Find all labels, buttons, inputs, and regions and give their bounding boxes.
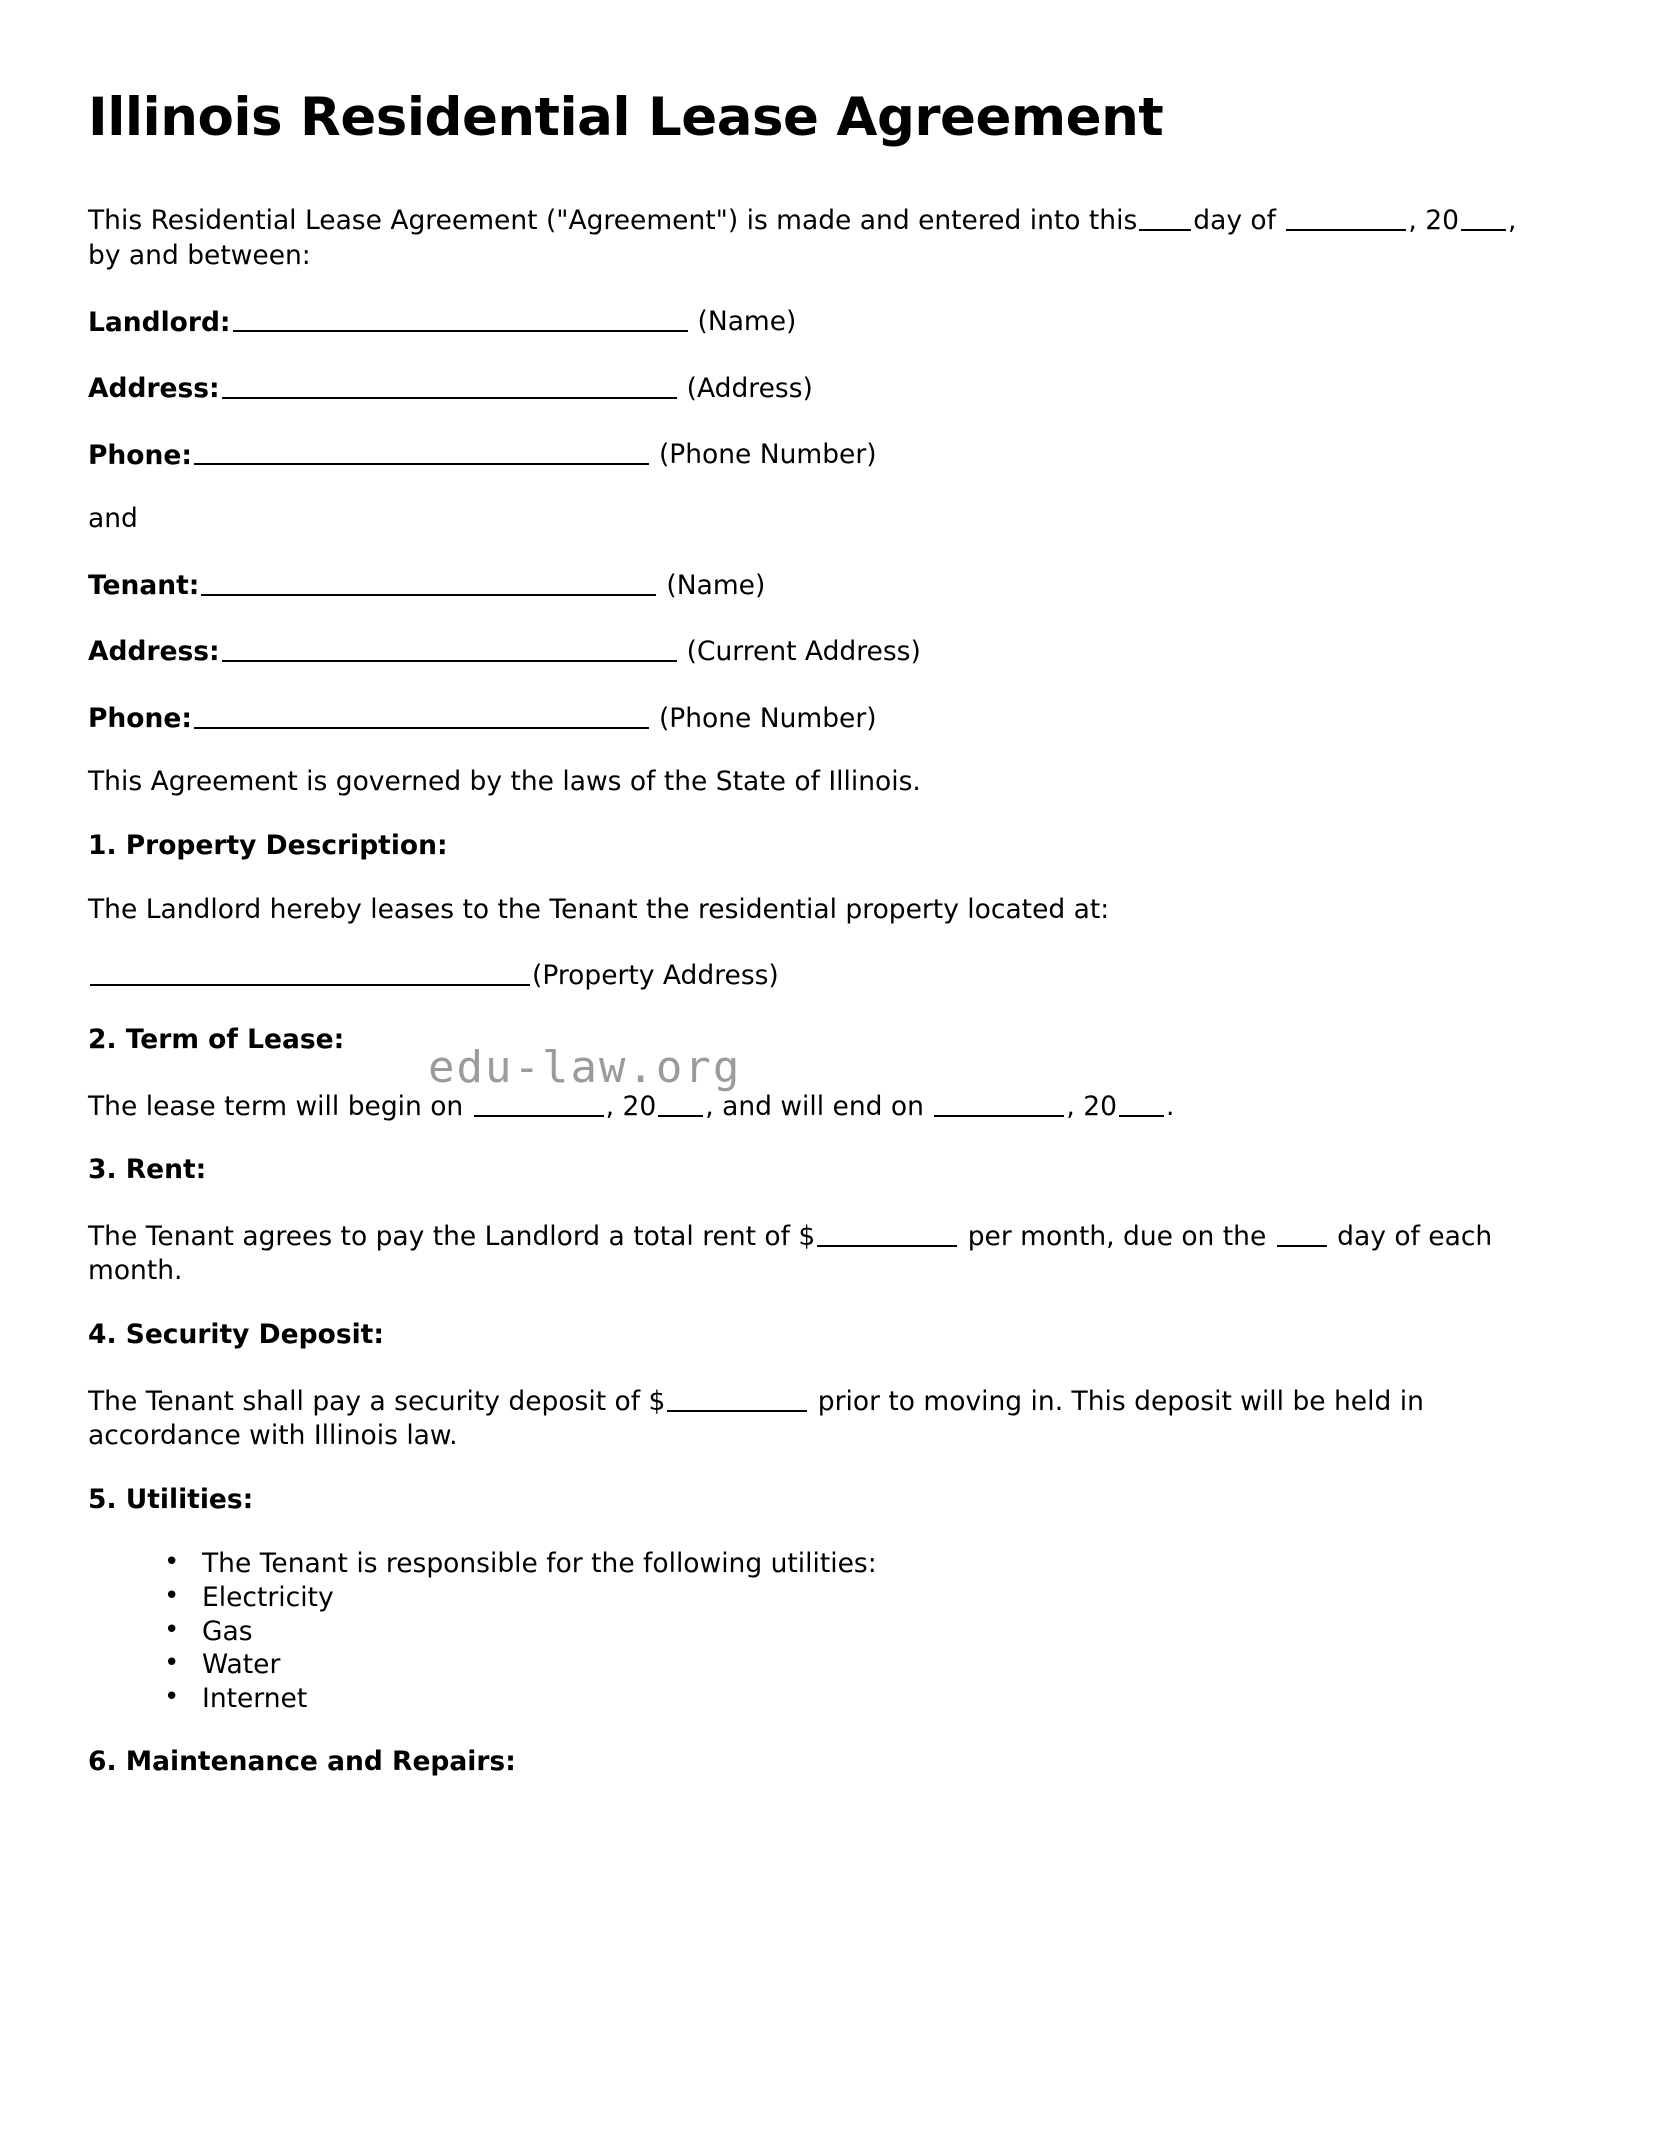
security-deposit-amount-blank (667, 1382, 807, 1412)
term-text-part1: The lease term will begin on (88, 1090, 464, 1122)
landlord-phone-label: Phone: (88, 439, 192, 471)
tenant-name-label: Tenant: (88, 569, 200, 601)
rent-text-part2: per month, due on the (967, 1220, 1267, 1252)
rent-text-part3: day of each month. (88, 1220, 1493, 1287)
landlord-name-line (88, 303, 1552, 341)
intro-month-blank (1286, 201, 1406, 231)
tenant-name-blank (201, 566, 656, 596)
section-heading-rent: 3. Rent: (88, 1154, 207, 1186)
section-heading-term-of-lease: 2. Term of Lease: (88, 1024, 345, 1055)
tenant-address-label: Address: (88, 636, 220, 668)
tenant-phone-blank (194, 699, 649, 729)
tenant-phone-label: Phone: (88, 702, 192, 734)
landlord-name-label: Landlord: (88, 306, 231, 338)
term-text-part4: , 20 (1066, 1090, 1117, 1122)
landlord-name-hint: (Name) (697, 306, 797, 338)
deposit-text-part2: prior to moving in. This deposit will be held in accordance with Illinois law. (88, 1385, 1424, 1452)
site-watermark: edu-law.org (428, 1042, 742, 1093)
list-item: • Gas (164, 1615, 1552, 1649)
rent-body (88, 1217, 1540, 1289)
intro-year-blank (1461, 201, 1506, 231)
page-title: Illinois Residential Lease Agreement (88, 87, 1164, 148)
list-item: • Internet (164, 1682, 1552, 1716)
list-item: • Water (164, 1648, 1552, 1682)
intro-day-blank (1139, 201, 1191, 231)
tenant-address-line (88, 632, 1552, 670)
property-address-line (88, 956, 1552, 994)
term-text-part3: , and will end on (705, 1090, 924, 1122)
rent-amount-blank (817, 1217, 957, 1247)
property-address-blank (90, 956, 530, 986)
landlord-address-blank (222, 369, 677, 399)
intro-text-part2: day of (1193, 205, 1276, 237)
landlord-address-line (88, 369, 1552, 407)
rent-due-day-blank (1277, 1217, 1327, 1247)
landlord-phone-blank (194, 436, 649, 466)
term-start-date-blank (474, 1087, 604, 1117)
intro-paragraph (88, 201, 1540, 273)
term-text-part5: . (1165, 1090, 1175, 1122)
section-heading-security-deposit: 4. Security Deposit: (88, 1319, 384, 1351)
security-deposit-body (88, 1382, 1540, 1454)
landlord-address-label: Address: (88, 372, 220, 404)
term-of-lease-body (88, 1087, 1540, 1125)
property-description-body: The Landlord hereby leases to the Tenant the residential property located at: (88, 893, 1110, 925)
term-text-part2: , 20 (605, 1090, 657, 1122)
tenant-address-blank (222, 632, 677, 662)
term-start-year-blank (658, 1087, 703, 1117)
term-end-date-blank (934, 1087, 1064, 1117)
rent-text-part1: The Tenant agrees to pay the Landlord a total rent of $ (88, 1220, 816, 1252)
tenant-phone-hint: (Phone Number) (658, 702, 877, 734)
tenant-name-line (88, 566, 1552, 604)
governing-law-paragraph: This Agreement is governed by the laws of the State of Illinois. (88, 766, 921, 798)
list-item: • The Tenant is responsible for the following utilities: (164, 1547, 1552, 1581)
property-address-hint: (Property Address) (532, 960, 779, 992)
landlord-phone-line (88, 436, 1552, 474)
deposit-text-part1: The Tenant shall pay a security deposit of $ (88, 1385, 666, 1417)
tenant-name-hint: (Name) (666, 569, 766, 601)
utilities-list (88, 1547, 1552, 1717)
tenant-address-hint: (Current Address) (686, 636, 921, 668)
tenant-phone-line (88, 699, 1552, 737)
term-end-year-blank (1119, 1087, 1164, 1117)
intro-text-part4: , by and between: (88, 205, 1517, 271)
section-heading-maintenance-and-repairs: 6. Maintenance and Repairs: (88, 1746, 516, 1778)
intro-text-part3: , 20 (1408, 205, 1459, 237)
parties-conjunction: and (88, 503, 138, 535)
landlord-name-blank (233, 303, 688, 333)
list-item: • Electricity (164, 1581, 1552, 1615)
section-heading-property-description: 1. Property Description: (88, 830, 448, 862)
landlord-phone-hint: (Phone Number) (658, 439, 877, 471)
section-heading-utilities: 5. Utilities: (88, 1484, 254, 1516)
landlord-address-hint: (Address) (686, 372, 813, 404)
intro-text-part1: This Residential Lease Agreement ("Agreement") is made and entered into this (88, 205, 1138, 237)
